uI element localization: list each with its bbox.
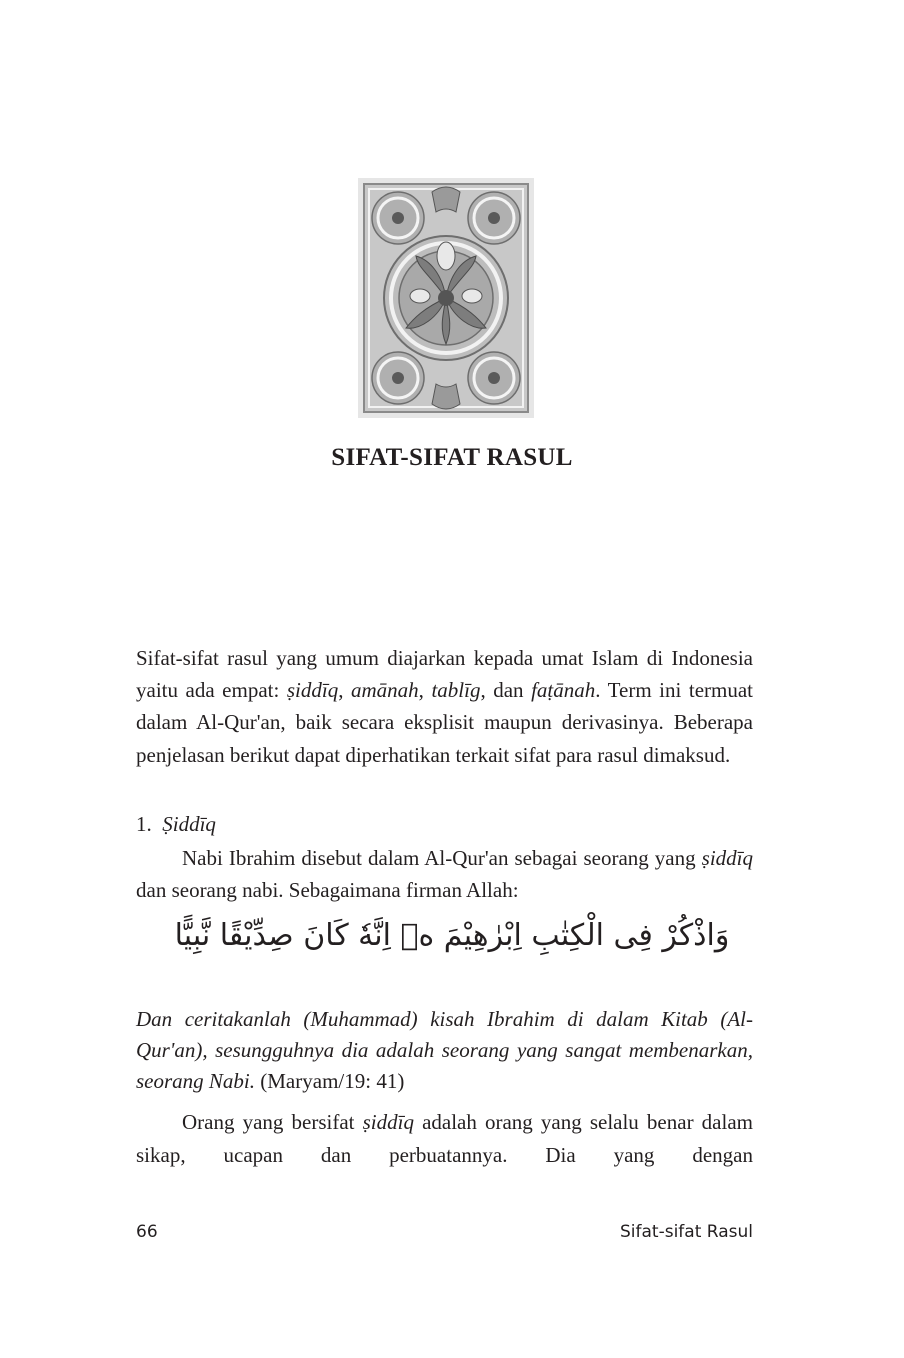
arabesque-ornament-icon <box>358 178 534 418</box>
list-label: Ṣiddīq <box>162 812 216 836</box>
verse-translation <box>136 1004 753 1097</box>
running-title: Sifat-sifat Rasul <box>620 1222 753 1242</box>
arabic-verse: وَاذْكُرْ فِى الْكِتٰبِ اِبْرٰهِيْمَ ەۗ اِنَّهٗ كَانَ صِدِّيْقًا نَّبِيًّا <box>174 918 730 953</box>
intro-paragraph: Sifat-sifat rasul yang umum diajarkan kepada umat Islam di Indonesia yaitu ada empat: ṣiddīq, amānah, tablīg, dan faṭānah. Term ini termuat dalam Al-Qur'an, baik secara eksplisit maupun derivasinya. Beberapa penjelasan berikut dapat diperhatikan terkait sifat para rasul dimaksud. <box>136 646 754 767</box>
verse-reference: (Maryam/19: 41) <box>255 1069 405 1093</box>
chapter-title: SIFAT-SIFAT RASUL <box>331 444 573 471</box>
nabi-paragraph: Nabi Ibrahim disebut dalam Al-Qur'an sebagai seorang yang ṣiddīq dan seorang nabi. Sebagaimana firman Allah: <box>136 846 753 903</box>
list-number: 1. <box>136 812 152 836</box>
page-number: 66 <box>136 1222 158 1242</box>
list-item <box>136 812 216 837</box>
translation-text: Dan ceritakanlah (Muhammad) kisah Ibrahim di dalam Kitab (Al-Qur'an), sesungguhnya dia adalah seorang yang sangat membenarkan, seorang Nabi. <box>136 1007 753 1093</box>
orang-paragraph: Orang yang bersifat ṣiddīq adalah orang yang selalu benar dalam sikap, ucapan dan perbuatannya. Dia yang dengan <box>136 1110 753 1167</box>
